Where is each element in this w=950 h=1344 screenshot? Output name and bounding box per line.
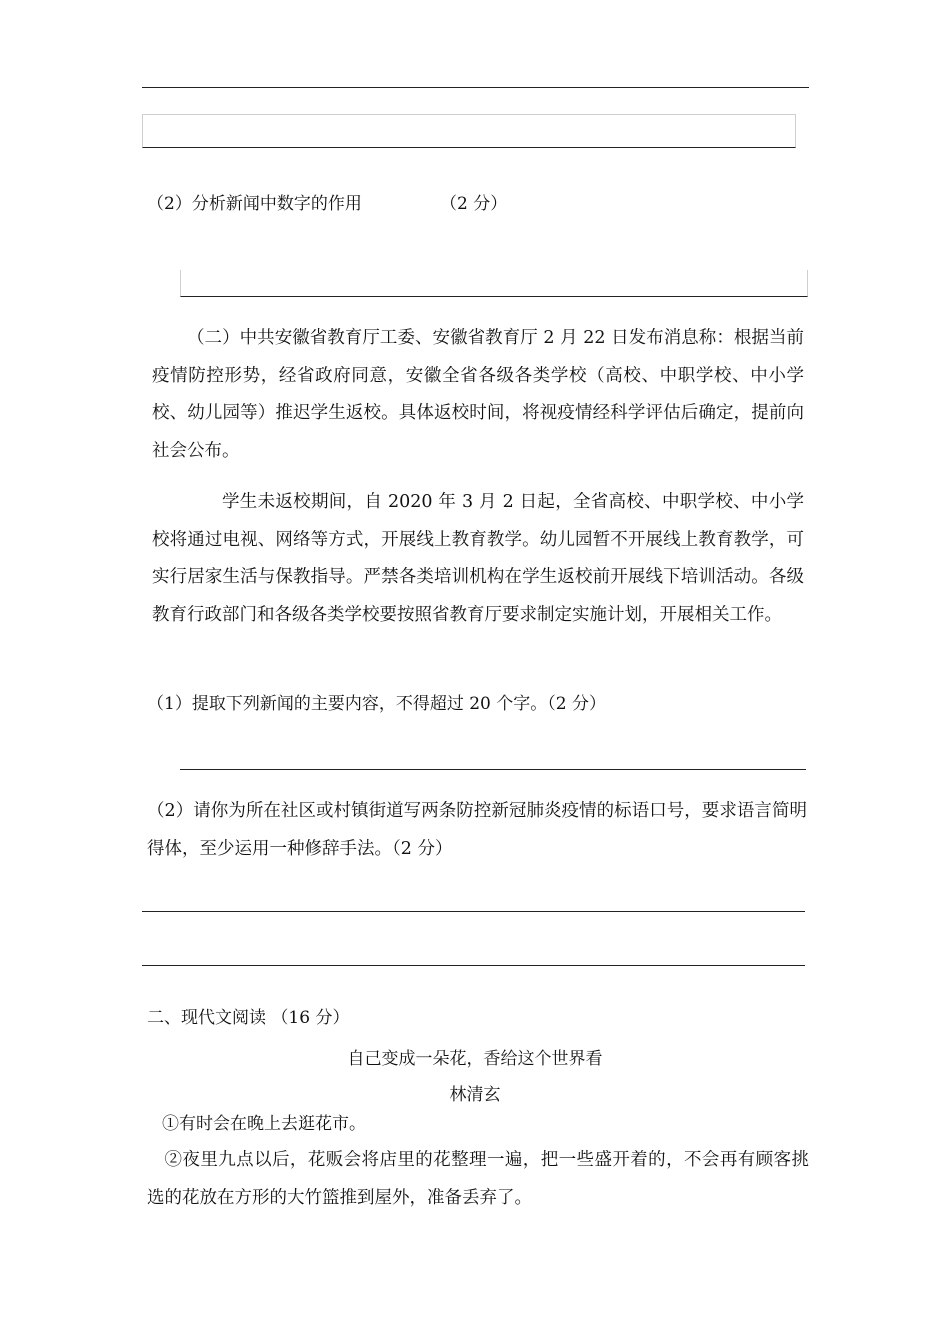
answer-line-slogan-1[interactable] xyxy=(142,911,805,912)
article-author: 林清玄 xyxy=(449,1085,501,1105)
question-2-slogan-text: （2）请你为所在社区或村镇街道写两条防控新冠肺炎疫情的标语口号，要求语言简明得体，至少运用一种修辞手法。（2 分） xyxy=(147,801,807,859)
answer-line-slogan-2[interactable] xyxy=(142,965,805,966)
news-paragraph-2: 学生未返校期间，自 2020 年 3 月 2 日起，全省高校、中职学校、中小学校将通过电视、网络等方式，开展线上教育教学。幼儿园暂不开展线上教育教学，可实行居家生活与保教指导。严禁各类培训机构在学生返校前开展线下培训活动。各级教育行政部门和各级各类学校要按照省教育厅要求制定实施计划，开展相关工作。 xyxy=(152,492,804,625)
article-paragraph-1: ①有时会在晚上去逛花市。 xyxy=(162,1114,366,1134)
article-title: 自己变成一朵花，香给这个世界看 xyxy=(347,1049,603,1069)
article-paragraph-2: ②夜里九点以后，花贩会将店里的花整理一遍，把一些盛开着的，不会再有顾客挑选的花放在方形的大竹篮推到屋外，准备丢弃了。 xyxy=(147,1150,809,1208)
question-1-text: （1）提取下列新闻的主要内容，不得超过 20 个字。（2 分） xyxy=(147,694,606,714)
answer-line-q1[interactable] xyxy=(180,769,806,770)
question-2-label: （2）分析新闻中数字的作用 xyxy=(147,194,362,214)
answer-box-previous[interactable] xyxy=(142,114,796,148)
question-2-score: （2 分） xyxy=(440,194,508,214)
top-divider xyxy=(142,87,809,88)
news-paragraph-1: （二）中共安徽省教育厅工委、安徽省教育厅 2 月 22 日发布消息称：根据当前疫情防控形势，经省政府同意，安徽全省各级各类学校（高校、中职学校、中小学校、幼儿园等）推迟学生返校。具体返校时间，将视疫情经科学评估后确定，提前向社会公布。 xyxy=(152,328,804,461)
reading-section-title: 二、现代文阅读 （16 分） xyxy=(147,1008,350,1028)
answer-box-question-2[interactable] xyxy=(180,270,808,297)
